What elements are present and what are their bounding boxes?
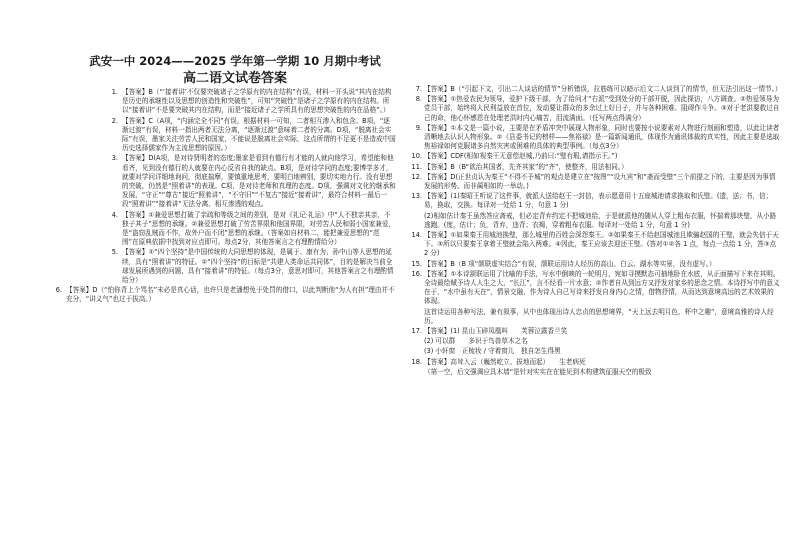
answer-item — [404, 368, 780, 377]
exam-subtitle: 高二语文试卷答案 — [182, 71, 287, 86]
answer-item — [404, 327, 780, 336]
question-number: 13. — [411, 192, 422, 201]
answer-text: 【答案】(1) 昆山玉碎凤凰叫 芙蓉泣露香兰笑 — [424, 327, 568, 336]
question-number: 18. — [411, 357, 422, 366]
exam-title: 武安一中 2024——2025 学年第一学期 10 月期中考试 — [89, 54, 381, 68]
answer-text: 这首诗运用各种写法，兼有叙事，从中也体现出诗人忠贞的思想境界，“天上远去明月色，杯中之趣”，意境高雅的诗人经历。 — [424, 307, 774, 325]
question-number: 10. — [411, 152, 422, 161]
answer-text: 【答案】C（A项，“内涵完全不同”有误，根据材料一可知，二者相互渗入和包含。B项，“逐渐过渡”有误，材料一指出两者无法分离，“逐渐过渡”意味着二者的分离。D项，“脱离社会实际”有误，墨家关注劳苦人民和国家，不能说是脱离社会实际，这点所谓的不足更不是造成中国历史选择儒家作为主流思想的原因。） — [122, 116, 396, 153]
answer-item — [44, 117, 396, 154]
answer-text: 【答案】①兼爱思想打破了亲疏和等级之间的差别，是对《礼记·礼运》中“人不独亲其亲，不独子其子”思想的承继。②兼爱思想打破了劳苦界限和他国界限，对劳苦人民和弱小国家兼爱，是“盗窃乱贼而不作，故外户而不闭”思想的承继。（答案如自材料二，能把兼爱思想的“范围”在原典依据中找到对应点即可。每点2分，其他答案言之有理酌情给分） — [122, 210, 396, 247]
answer-item — [404, 358, 780, 367]
question-number: 3. — [111, 154, 118, 163]
answer-item — [404, 231, 780, 259]
answer-text: 【答案】B（B“欲治其国者，先齐其家”的“齐”，使整齐，用法相同。） — [424, 162, 628, 171]
answer-item — [404, 85, 780, 94]
answer-item — [404, 95, 780, 123]
answer-text: (2)相如估计秦王虽然答应斋戒，但必定背弃约定不把城池给，于是就派他的随从人穿上粗布衣服，怀揣着那块璧，从小路逃跑。(度，估计；负，背弃，违背；衣褐，穿着粗布衣服。每译对一处给 1 分，句意 1 分) — [424, 211, 777, 229]
question-number: 17. — [411, 327, 422, 336]
question-number: 2. — [111, 116, 118, 125]
answer-text: (3) 小轩窗 正梳妆 / 守着窗儿 独自怎生得黑 — [424, 347, 561, 356]
question-number: 9. — [415, 123, 422, 132]
question-number: 11. — [411, 162, 422, 171]
question-number: 12. — [411, 172, 422, 181]
question-number: 1. — [111, 88, 118, 96]
answer-text: （第一空，后文强调应具木墙“是针对实实在在能见到木构建筑征服天空的极致 — [424, 367, 652, 376]
answer-text: 【答案】B（“引起下文，引出二人谈话的情节”分析错误，拉筋练可以暗示后文二人谈到了的情节，但无法引出这一情节。） — [424, 85, 782, 93]
answer-text: 【答案】CDF(相如视秦王无意偿赵城,乃前曰:“璧有瑕,请指示王。”) — [424, 152, 618, 161]
answer-text: 【答案】D(正世贞认为秦王“不得不予城”的观点是建立在“按图”“设九宾”和“斋而受璧”三个前提之下的，主要是因为事情发展的形势。而非蔺相如的一举动。) — [424, 172, 776, 191]
answer-item — [404, 347, 780, 356]
document-title — [76, 53, 394, 87]
question-number: 15. — [411, 259, 422, 268]
answer-text: 【答案】①本诗颔联运用了比喻的手法，写水中倒映的一轮明月，宛如寻摸默态可抽地卧在水底，从正面描写下来在其明。全诗最绘赋予诗人人生之大，“长江”，言不经看一片水意；②作者自从到远方又抒发对家乡的思念之情。本诗抒写中的意义在于，“水中虽有天在”，情景交融，作为诗人自己写诗来抒发自身内心之情，借物抒情，从而达到意境高远的艺术效果的体现。 — [424, 269, 780, 306]
right-column — [404, 85, 780, 378]
answer-item — [404, 308, 780, 326]
question-number: 4. — [111, 210, 118, 219]
answer-text: 【答案】高耸入云（巍然屹立、拔地而起） 生老病死 — [424, 357, 586, 366]
question-number: 7. — [415, 85, 422, 93]
left-column — [44, 88, 396, 306]
answer-text: 【答案】①本文是一篇小说，主要是在矛盾冲突中展现人物形象，同时也要按小说要素对人物进行刻画和塑造，以此让读者清晰地去认识人物形象。②《县委书记的榜样——焦裕禄》是一篇新闻通讯，体现作为通讯体裁的真实性，因此主要是选取焦裕禄如何克服诸多自然灾害或困难的具体的典型事例。（每点3分） — [424, 123, 780, 151]
answer-text: 【答案】D(A项，是对待贤明者的态度;墨家是看到有德行有才能的人就向他学习，希望能和他看齐，见到没有德行的人就要在内心反省自我的缺点。B项，是对待学问的态度;要博学多才，就要对学问详细地询问，彻底揣摩，要慎重地思考，要明白地辨别，要切实地力行。没有思想的突破，仍然是“照着讲”的表现。C项，是对待老师和真理的态度。D项，强调对文化的继承和发展，“守正”“尊古”接近“照着讲”，“不守旧”“不复古”接近“接着讲”，最符合材料一最后一段“照着讲”“接着讲”无法分离、相互渗透的观点。 — [122, 154, 396, 209]
answer-text: 【答案】D（“怕你背上个骂名”未必是真心话，也许只是老潘想免于处罚的借口，以此判断他“为人有担”理由并不充分，“讲义气”也过于拔高。） — [66, 286, 395, 304]
answer-item — [44, 154, 396, 209]
answer-item — [44, 211, 396, 248]
answer-text: (2) 可以群 多识于鸟兽草木之名 — [424, 337, 528, 346]
answer-item — [44, 248, 396, 285]
question-number: 6. — [55, 286, 62, 295]
question-number: 8. — [415, 95, 422, 104]
answer-text: 【答案】①如果秦王用城池换璧，那么城里的百姓会深怨秦王。②如果秦王不给赵国城池且欺骗赵国的王璧，就会失信于天下。③所以只要秦王拿着王璧就会陷入两难。④因此，秦王应该去迎还王璧。(答对①②各 1 点，每点一点给 1 分，答③点 2 分) — [424, 231, 779, 258]
answer-item — [44, 286, 396, 304]
answer-item — [404, 192, 780, 210]
answer-item — [404, 152, 780, 161]
answer-item — [404, 124, 780, 152]
answer-text: 【答案】①热爱农民为领导，爱护下级干部，为了给问才“右派”受到处分的干部开脱，因此探访，八方调查。②热爱领导为党员干部，始终将人民利益放在首位，发动要让群众的多余过上好日子，并与各种困难、阻碍作斗争。③对于老洪要救过自己的命，他心怀感恩在处理老洪时内心痛苦，泪流满面。（任写两点得满分） — [424, 95, 780, 122]
question-number: 5. — [111, 248, 118, 257]
answer-item — [44, 88, 396, 116]
answer-item — [404, 337, 780, 346]
answer-item — [404, 173, 780, 191]
answer-item — [404, 212, 780, 230]
answer-text: 【答案】(1)秦昭王听说了这件事，就派人送给赵王一封信，表示愿意用十五座城池请求换取和氏璧。(遗，送；书，信；易，换取，交换。每译对一处给 1 分，句意 1 分) — [424, 192, 773, 210]
answer-item — [404, 260, 780, 269]
answer-item — [404, 163, 780, 172]
answer-text: 【答案】B（B 项“颌联虚实结合”有误，颌联运用诗人经历的高山、白云、湖水等实景，没有虚写。） — [424, 259, 716, 268]
question-number: 16. — [411, 269, 422, 278]
question-number: 14. — [411, 231, 422, 240]
answer-text: 【答案】B（“‘接着讲’不仅要突破诸子之学原有的内在结构”有误，材料一开头说“其内在结构是历史的承继性以及思想的创造性和突破性”，可知“突破性”是诸子之学原有的内在结构。所以“接着讲”不是要突破其内在结构，而是“接近诸子之学所具有的思想突破性的内在品格”。） — [122, 88, 392, 115]
answer-text: 【答案】①“四个坚持”是中国传统的大同思想的体现，是属于、康有为、孙中山等人思想的延续，具有“照着讲”的特征。②“四个坚持”的目标是“共建人类命运共同体”，目的是解决当前全球发展所遇到的问题，具有“接着讲”的特征。（每点3分，意思对即可，其他答案言之有理酌情给分） — [122, 248, 394, 285]
answer-item — [404, 270, 780, 307]
